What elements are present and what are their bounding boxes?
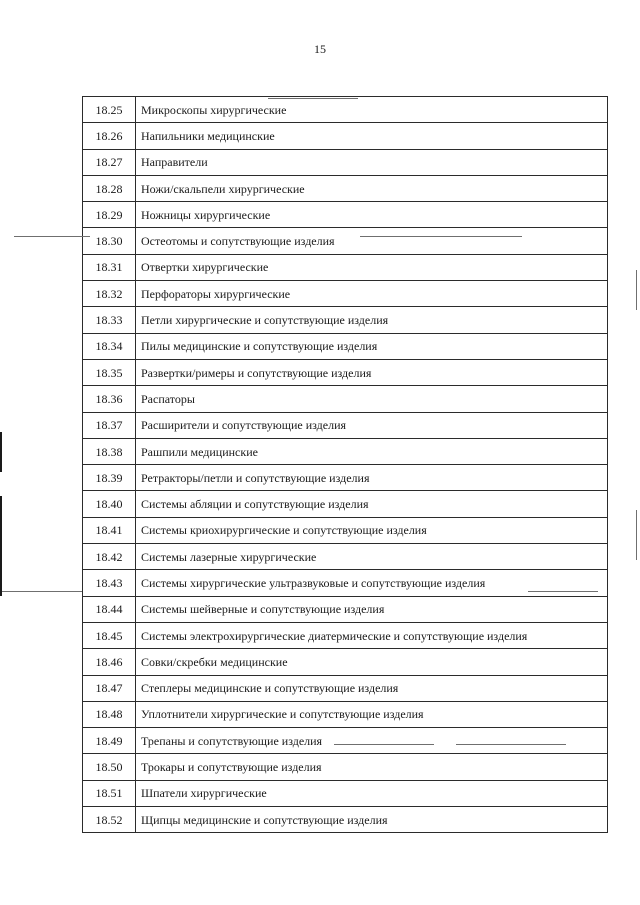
table-row [83, 123, 608, 149]
row-code: 18.38 [83, 438, 136, 464]
table-row [83, 622, 608, 648]
row-code: 18.32 [83, 281, 136, 307]
row-name: Уплотнители хирургические и сопутствующие изделия [136, 701, 608, 727]
row-name: Трепаны и сопутствующие изделия [136, 728, 608, 754]
row-code: 18.51 [83, 780, 136, 806]
table-row [83, 465, 608, 491]
table-row [83, 596, 608, 622]
row-name: Системы криохирургические и сопутствующие изделия [136, 517, 608, 543]
table-row [83, 307, 608, 333]
row-name: Рашпили медицинские [136, 438, 608, 464]
row-code: 18.30 [83, 228, 136, 254]
row-name: Остеотомы и сопутствующие изделия [136, 228, 608, 254]
row-name: Системы абляции и сопутствующие изделия [136, 491, 608, 517]
scan-edge-mark [636, 510, 637, 560]
row-code: 18.41 [83, 517, 136, 543]
row-code: 18.33 [83, 307, 136, 333]
table-row [83, 386, 608, 412]
row-name: Системы лазерные хирургические [136, 544, 608, 570]
row-name: Трокары и сопутствующие изделия [136, 754, 608, 780]
row-code: 18.26 [83, 123, 136, 149]
table-body [83, 97, 608, 833]
scan-artifact-line [334, 744, 434, 745]
row-code: 18.34 [83, 333, 136, 359]
table-row [83, 675, 608, 701]
table-row [83, 517, 608, 543]
row-name: Совки/скребки медицинские [136, 649, 608, 675]
row-name: Ретракторы/петли и сопутствующие изделия [136, 465, 608, 491]
table-row [83, 570, 608, 596]
row-name: Развертки/римеры и сопутствующие изделия [136, 359, 608, 385]
scan-artifact-line [528, 591, 598, 592]
row-code: 18.45 [83, 622, 136, 648]
row-code: 18.43 [83, 570, 136, 596]
page-number: 15 [314, 42, 326, 56]
table-row [83, 780, 608, 806]
row-code: 18.40 [83, 491, 136, 517]
row-code: 18.29 [83, 202, 136, 228]
row-code: 18.28 [83, 175, 136, 201]
device-category-table [82, 96, 608, 833]
row-name: Распаторы [136, 386, 608, 412]
table-row [83, 254, 608, 280]
table-row [83, 333, 608, 359]
row-name: Щипцы медицинские и сопутствующие изделия [136, 807, 608, 833]
row-code: 18.42 [83, 544, 136, 570]
table-row [83, 97, 608, 123]
row-code: 18.25 [83, 97, 136, 123]
table-row [83, 281, 608, 307]
row-code: 18.50 [83, 754, 136, 780]
row-name: Отвертки хирургические [136, 254, 608, 280]
row-code: 18.46 [83, 649, 136, 675]
row-code: 18.37 [83, 412, 136, 438]
table-row [83, 649, 608, 675]
row-code: 18.44 [83, 596, 136, 622]
row-name: Степлеры медицинские и сопутствующие изделия [136, 675, 608, 701]
row-name: Системы электрохирургические диатермические и сопутствующие изделия [136, 622, 608, 648]
table-row [83, 175, 608, 201]
table-row [83, 202, 608, 228]
row-code: 18.39 [83, 465, 136, 491]
table-row [83, 544, 608, 570]
row-name: Системы шейверные и сопутствующие изделия [136, 596, 608, 622]
row-code: 18.49 [83, 728, 136, 754]
table-row [83, 754, 608, 780]
row-name: Микроскопы хирургические [136, 97, 608, 123]
scan-edge-mark [0, 496, 2, 596]
row-code: 18.27 [83, 149, 136, 175]
table-row [83, 359, 608, 385]
row-code: 18.48 [83, 701, 136, 727]
scan-edge-mark [636, 270, 637, 310]
row-name: Ножи/скальпели хирургические [136, 175, 608, 201]
row-name: Направители [136, 149, 608, 175]
table-row [83, 228, 608, 254]
scan-artifact-line [0, 591, 82, 592]
scan-artifact-line [456, 744, 566, 745]
table-row [83, 728, 608, 754]
row-code: 18.47 [83, 675, 136, 701]
row-code: 18.52 [83, 807, 136, 833]
table-row [83, 701, 608, 727]
row-name: Петли хирургические и сопутствующие изделия [136, 307, 608, 333]
table-row [83, 491, 608, 517]
scan-artifact-line [360, 236, 522, 237]
table-row [83, 807, 608, 833]
table-row [83, 438, 608, 464]
row-name: Ножницы хирургические [136, 202, 608, 228]
row-name: Пилы медицинские и сопутствующие изделия [136, 333, 608, 359]
scan-artifact-line [14, 236, 90, 237]
row-name: Расширители и сопутствующие изделия [136, 412, 608, 438]
row-name: Шпатели хирургические [136, 780, 608, 806]
row-name: Напильники медицинские [136, 123, 608, 149]
table-row [83, 412, 608, 438]
row-name: Перфораторы хирургические [136, 281, 608, 307]
table-row [83, 149, 608, 175]
row-code: 18.35 [83, 359, 136, 385]
row-code: 18.31 [83, 254, 136, 280]
scan-edge-mark [0, 432, 2, 472]
row-name: Системы хирургические ультразвуковые и сопутствующие изделия [136, 570, 608, 596]
scan-artifact-line [268, 98, 358, 99]
row-code: 18.36 [83, 386, 136, 412]
